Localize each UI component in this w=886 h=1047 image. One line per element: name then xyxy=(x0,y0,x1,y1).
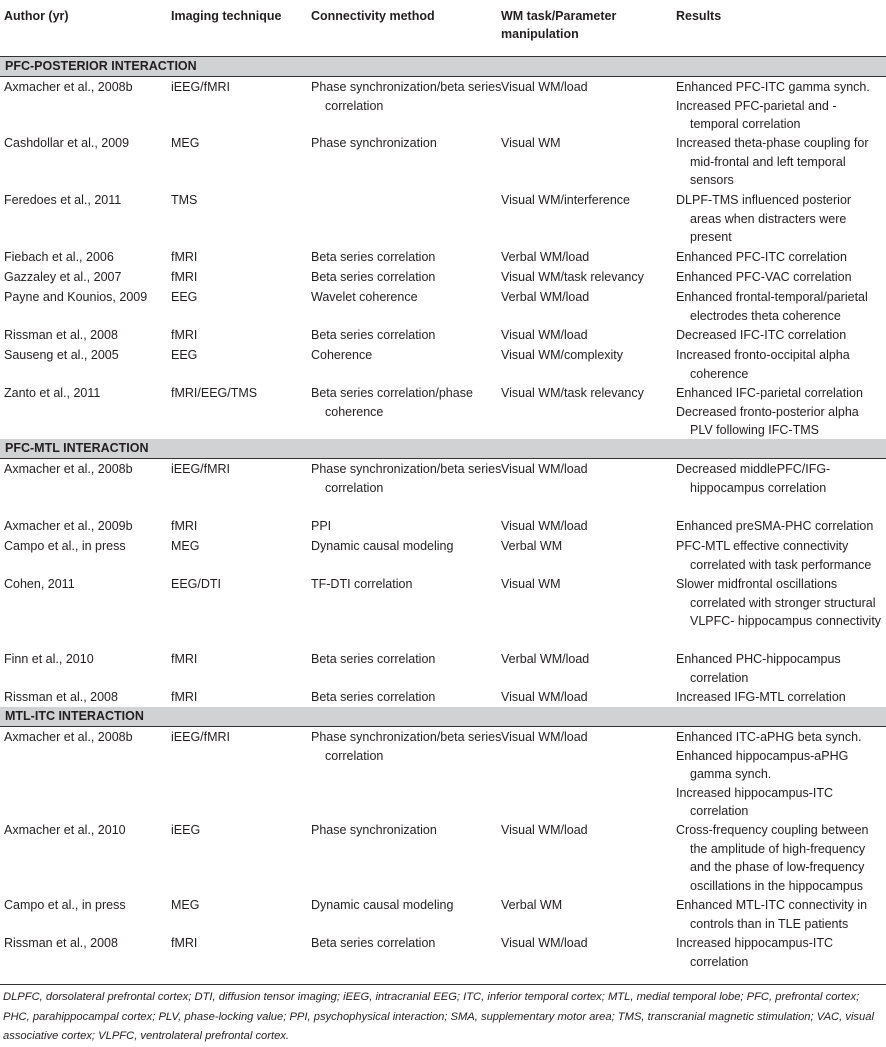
task-cell: Verbal WM/load xyxy=(501,290,590,304)
method-cell: Beta series correlation xyxy=(311,270,436,284)
result-item: Decreased middlePFC/IFG-hippocampus correlation xyxy=(676,462,831,495)
table-row xyxy=(0,895,886,933)
task-cell: Visual WM/task relevancy xyxy=(501,270,644,284)
table-row xyxy=(0,133,886,190)
result-item: Enhanced PFC-ITC correlation xyxy=(676,250,847,264)
method-cell: Wavelet coherence xyxy=(311,290,418,304)
result-item: Cross-frequency coupling between the amplitude of high-frequency and the phase of low-frequency oscillations in the hippocampus xyxy=(676,823,869,893)
header-wm-task: WM task/Parameter manipulation xyxy=(501,9,617,41)
result-item: Enhanced MTL-ITC connectivity in controls than in TLE patients xyxy=(676,898,868,931)
results-cell xyxy=(676,688,884,707)
method-cell: Dynamic causal modeling xyxy=(311,539,454,553)
table-row xyxy=(0,933,886,973)
imaging-cell: EEG xyxy=(171,290,198,304)
result-item: Enhanced PFC-VAC correlation xyxy=(676,270,852,284)
imaging-cell: fMRI xyxy=(171,270,198,284)
author-cell: Rissman et al., 2008 xyxy=(4,328,118,342)
author-cell: Rissman et al., 2008 xyxy=(4,936,118,950)
result-item: Enhanced frontal-temporal/parietal electrodes theta coherence xyxy=(676,290,868,323)
task-cell: Visual WM/load xyxy=(501,328,588,342)
result-item: Increased hippocampus-ITC correlation xyxy=(676,936,834,969)
author-cell: Zanto et al., 2011 xyxy=(4,386,101,400)
results-cell xyxy=(676,191,884,247)
imaging-cell: iEEG/fMRI xyxy=(171,80,231,94)
task-cell: Visual WM/load xyxy=(501,730,588,744)
result-item: Increased hippocampus-ITC correlation xyxy=(676,785,834,818)
results-cell xyxy=(676,288,884,325)
table-row xyxy=(0,459,886,516)
author-cell: Axmacher et al., 2008b xyxy=(4,730,133,744)
results-cell xyxy=(676,268,884,287)
results-cell xyxy=(676,728,884,821)
imaging-cell: iEEG xyxy=(171,823,201,837)
task-cell: Verbal WM xyxy=(501,539,563,553)
imaging-cell: fMRI xyxy=(171,250,198,264)
results-cell xyxy=(676,346,884,383)
results-cell xyxy=(676,821,884,895)
results-cell xyxy=(676,575,884,631)
section-header: MTL-ITC INTERACTION xyxy=(0,707,886,727)
result-item: Enhanced preSMA-PHC correlation xyxy=(676,519,874,533)
result-item: Increased PFC-parietal and -temporal correlation xyxy=(676,98,837,131)
imaging-cell: MEG xyxy=(171,898,200,912)
author-cell: Axmacher et al., 2010 xyxy=(4,823,126,837)
imaging-cell: iEEG/fMRI xyxy=(171,730,231,744)
result-item: Increased theta-phase coupling for mid-frontal and left temporal sensors xyxy=(676,136,869,187)
imaging-cell: MEG xyxy=(171,136,200,150)
table-row xyxy=(0,536,886,574)
imaging-cell: fMRI xyxy=(171,328,198,342)
author-cell: Rissman et al., 2008 xyxy=(4,690,118,704)
result-item: PFC-MTL effective connectivity correlated with task performance xyxy=(676,539,872,572)
results-cell xyxy=(676,248,884,267)
method-cell: Phase synchronization xyxy=(311,823,437,837)
method-cell: Beta series correlation xyxy=(311,690,436,704)
results-cell xyxy=(676,517,884,536)
table-row xyxy=(0,267,886,287)
table-row xyxy=(0,345,886,383)
method-cell: Phase synchronization/beta series correlation xyxy=(311,730,502,763)
imaging-cell: EEG xyxy=(171,348,198,362)
table-header xyxy=(0,0,886,57)
method-cell: Dynamic causal modeling xyxy=(311,898,454,912)
method-cell: Beta series correlation/phase coherence xyxy=(311,386,473,419)
table-row xyxy=(0,727,886,820)
header-imaging: Imaging technique xyxy=(171,9,282,23)
imaging-cell: EEG/DTI xyxy=(171,577,222,591)
task-cell: Visual WM/interference xyxy=(501,193,630,207)
result-item: Enhanced ITC-aPHG beta synch. xyxy=(676,730,862,744)
results-cell xyxy=(676,326,884,345)
author-cell: Axmacher et al., 2009b xyxy=(4,519,133,533)
author-cell: Finn et al., 2010 xyxy=(4,652,94,666)
table-row xyxy=(0,687,886,707)
method-cell: Phase synchronization xyxy=(311,136,437,150)
table-row xyxy=(0,649,886,687)
task-cell: Visual WM xyxy=(501,577,561,591)
results-cell xyxy=(676,134,884,190)
author-cell: Payne and Kounios, 2009 xyxy=(4,290,148,304)
header-connectivity: Connectivity method xyxy=(311,9,435,23)
task-cell: Visual WM/load xyxy=(501,80,588,94)
method-cell: Beta series correlation xyxy=(311,328,436,342)
header-results: Results xyxy=(676,9,722,23)
task-cell: Verbal WM/load xyxy=(501,652,590,666)
method-cell: Phase synchronization/beta series correlation xyxy=(311,462,502,495)
imaging-cell: MEG xyxy=(171,539,200,553)
table-row xyxy=(0,383,886,439)
author-cell: Axmacher et al., 2008b xyxy=(4,80,133,94)
author-cell: Fiebach et al., 2006 xyxy=(4,250,114,264)
result-item: Slower midfrontal oscillations correlated with stronger structural VLPFC- hippocampus connectivity xyxy=(676,577,882,628)
method-cell: Coherence xyxy=(311,348,373,362)
section-header: PFC-MTL INTERACTION xyxy=(0,439,886,459)
table-row xyxy=(0,574,886,649)
results-cell xyxy=(676,78,884,134)
task-cell: Visual WM/load xyxy=(501,519,588,533)
table-row xyxy=(0,77,886,133)
table-row xyxy=(0,516,886,536)
results-cell xyxy=(676,650,884,687)
results-cell xyxy=(676,460,884,497)
author-cell: Axmacher et al., 2008b xyxy=(4,462,133,476)
header-author: Author (yr) xyxy=(4,9,69,23)
result-item: Decreased IFC-ITC correlation xyxy=(676,328,847,342)
author-cell: Campo et al., in press xyxy=(4,539,126,553)
imaging-cell: fMRI xyxy=(171,519,198,533)
author-cell: Campo et al., in press xyxy=(4,898,126,912)
table-body xyxy=(0,57,886,973)
results-cell xyxy=(676,896,884,933)
task-cell: Visual WM/load xyxy=(501,690,588,704)
task-cell: Visual WM/load xyxy=(501,462,588,476)
method-cell: TF-DTI correlation xyxy=(311,577,413,591)
table-row xyxy=(0,820,886,895)
result-item: Enhanced PFC-ITC gamma synch. xyxy=(676,80,870,94)
imaging-cell: TMS xyxy=(171,193,198,207)
imaging-cell: fMRI xyxy=(171,690,198,704)
task-cell: Visual WM/task relevancy xyxy=(501,386,644,400)
table-footnote: DLPFC, dorsolateral prefrontal cortex; DTI, diffusion tensor imaging; iEEG, intracranial EEG; ITC, inferior temporal cortex; MTL, medial temporal lobe; PFC, prefrontal cortex; PHC, parahippocampal cortex; PLV, phase-locking value; PPI, psychophysical interaction; SMA, supplementary motor area; TMS, transcranial magnetic stimulation; VAC, visual associative cortex; VLPFC, ventrolateral prefrontal cortex. xyxy=(0,984,886,1047)
method-cell: Beta series correlation xyxy=(311,936,436,950)
results-cell xyxy=(676,934,884,971)
author-cell: Gazzaley et al., 2007 xyxy=(4,270,122,284)
imaging-cell: iEEG/fMRI xyxy=(171,462,231,476)
method-cell: PPI xyxy=(311,519,332,533)
task-cell: Verbal WM xyxy=(501,898,563,912)
task-cell: Verbal WM/load xyxy=(501,250,590,264)
result-item: Enhanced hippocampus-aPHG gamma synch. xyxy=(676,748,849,781)
result-item: Enhanced IFC-parietal correlation xyxy=(676,386,863,400)
author-cell: Sauseng et al., 2005 xyxy=(4,348,119,362)
author-cell: Feredoes et al., 2011 xyxy=(4,193,122,207)
section-header: PFC-POSTERIOR INTERACTION xyxy=(0,57,886,77)
result-item: Enhanced PHC-hippocampus correlation xyxy=(676,652,841,685)
imaging-cell: fMRI/EEG/TMS xyxy=(171,386,258,400)
table-row xyxy=(0,325,886,345)
task-cell: Visual WM xyxy=(501,136,561,150)
author-cell: Cashdollar et al., 2009 xyxy=(4,136,130,150)
table-row xyxy=(0,287,886,325)
table-row xyxy=(0,247,886,267)
results-cell xyxy=(676,537,884,574)
result-item: Decreased fronto-posterior alpha PLV following IFC-TMS xyxy=(676,404,859,437)
method-cell: Beta series correlation xyxy=(311,250,436,264)
method-cell: Phase synchronization/beta series correlation xyxy=(311,80,502,113)
table-row xyxy=(0,190,886,247)
imaging-cell: fMRI xyxy=(171,652,198,666)
method-cell: Beta series correlation xyxy=(311,652,436,666)
imaging-cell: fMRI xyxy=(171,936,198,950)
task-cell: Visual WM/load xyxy=(501,936,588,950)
result-item: DLPF-TMS influenced posterior areas when distracters were present xyxy=(676,193,852,244)
task-cell: Visual WM/complexity xyxy=(501,348,624,362)
result-item: Increased fronto-occipital alpha coherence xyxy=(676,348,850,381)
task-cell: Visual WM/load xyxy=(501,823,588,837)
author-cell: Cohen, 2011 xyxy=(4,577,75,591)
result-item: Increased IFG-MTL correlation xyxy=(676,690,846,704)
results-cell xyxy=(676,384,884,440)
